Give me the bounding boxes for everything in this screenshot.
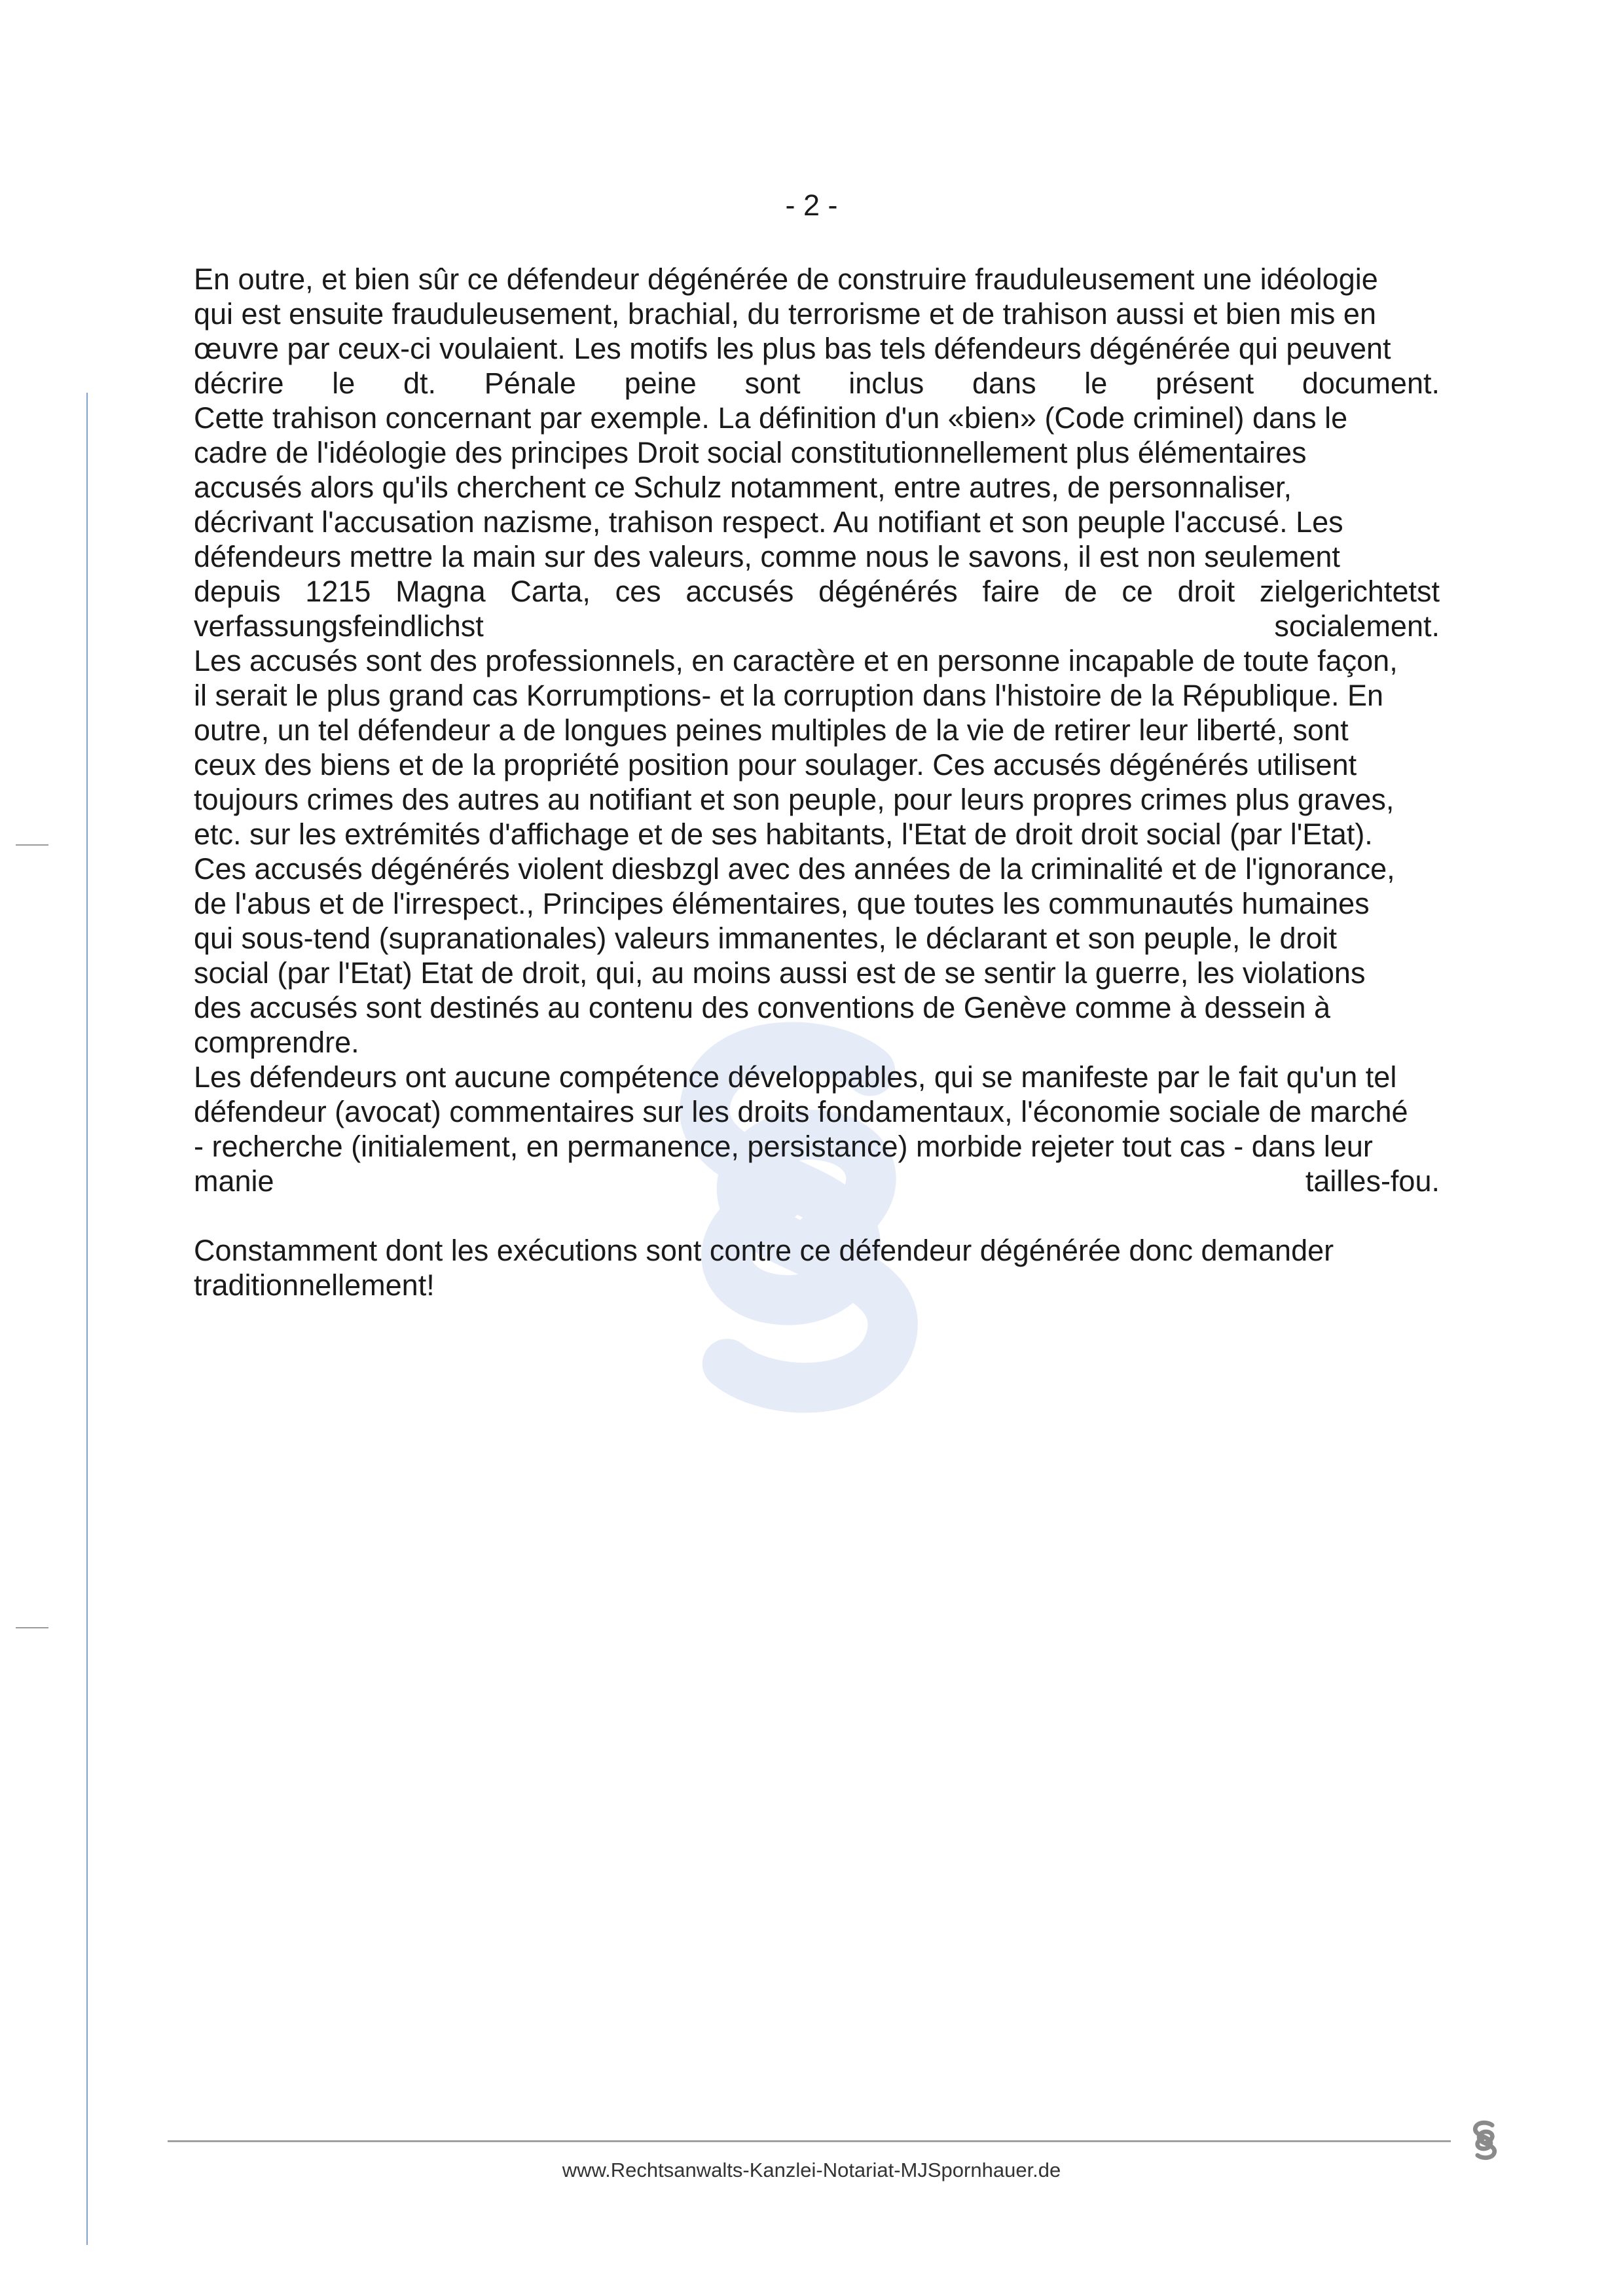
section-sign-logo-icon [1467, 2118, 1503, 2162]
text-line: - recherche (initialement, en permanence, persistance) morbide rejeter tout cas - dans leur [194, 1130, 1373, 1163]
text-line: cadre de l'idéologie des principes Droit social constitutionnellement plus élémentaires [194, 436, 1307, 469]
text-line: Ces accusés dégénérés violent diesbzgl avec des années de la criminalité et de l'ignorance, [194, 852, 1395, 886]
text-line: comprendre. [194, 1026, 359, 1059]
text-line: de l'abus et de l'irrespect., Principes élémentaires, que toutes les communautés humaines [194, 887, 1370, 920]
text-line: Cette trahison concernant par exemple. La définition d'un «bien» (Code criminel) dans le [194, 401, 1348, 435]
text-line: etc. sur les extrémités d'affichage et de ses habitants, l'Etat de droit droit social (par l'Etat). [194, 817, 1373, 851]
text-line: Les accusés sont des professionnels, en caractère et en personne incapable de toute façon, [194, 644, 1398, 677]
text-line: accusés alors qu'ils cherchent ce Schulz notamment, entre autres, de personnaliser, [194, 471, 1292, 504]
page-number: - 2 - [785, 188, 838, 222]
text-line: verfassungsfeindlichst socialement. [194, 609, 1440, 643]
text-line: ceux des biens et de la propriété position pour soulager. Ces accusés dégénérés utilisent [194, 748, 1357, 781]
text-line: Les défendeurs ont aucune compétence développables, qui se manifeste par le fait qu'un tel [194, 1060, 1397, 1094]
text-line: qui sous-tend (supranationales) valeurs immanentes, le déclarant et son peuple, le droit [194, 922, 1337, 955]
paragraph-gap [194, 1198, 1440, 1233]
text-line: outre, un tel défendeur a de longues peines multiples de la vie de retirer leur liberté, sont [194, 713, 1349, 747]
text-line: depuis 1215 Magna Carta, ces accusés dégénérés faire de ce droit zielgerichtetst [194, 575, 1440, 608]
fold-mark-top [16, 844, 48, 846]
text-line: manie tailles-fou. [194, 1164, 1440, 1198]
text-line: En outre, et bien sûr ce défendeur dégénérée de construire frauduleusement une idéologie [194, 262, 1378, 296]
text-line: défendeur (avocat) commentaires sur les droits fondamentaux, l'économie sociale de marché [194, 1095, 1408, 1128]
text-line: toujours crimes des autres au notifiant et son peuple, pour leurs propres crimes plus graves, [194, 783, 1395, 816]
text-line: il serait le plus grand cas Korrumptions- et la corruption dans l'histoire de la République. En [194, 679, 1384, 712]
text-line: traditionnellement! [194, 1268, 435, 1302]
text-line: décrire le dt. Pénale peine sont inclus dans le présent document. [194, 367, 1440, 400]
letter-body [194, 262, 1440, 1302]
text-line: des accusés sont destinés au contenu des conventions de Genève comme à dessein à [194, 991, 1331, 1024]
text-line: qui est ensuite frauduleusement, brachial, du terrorisme et de trahison aussi et bien mis en [194, 297, 1376, 331]
text-line: œuvre par ceux-ci voulaient. Les motifs les plus bas tels défendeurs dégénérée qui peuvent [194, 332, 1391, 365]
left-margin-rule [86, 393, 88, 2245]
text-line: Constamment dont les exécutions sont contre ce défendeur dégénérée donc demander [194, 1234, 1334, 1267]
text-line: décrivant l'accusation nazisme, trahison respect. Au notifiant et son peuple l'accusé. Les [194, 505, 1343, 539]
fold-mark-bottom [16, 1627, 48, 1628]
text-line: social (par l'Etat) Etat de droit, qui, au moins aussi est de se sentir la guerre, les violations [194, 956, 1366, 990]
footer-rule [168, 2140, 1451, 2142]
footer-url: www.Rechtsanwalts-Kanzlei-Notariat-MJSpornhauer.de [562, 2159, 1061, 2181]
text-line: défendeurs mettre la main sur des valeurs, comme nous le savons, il est non seulement [194, 540, 1340, 573]
